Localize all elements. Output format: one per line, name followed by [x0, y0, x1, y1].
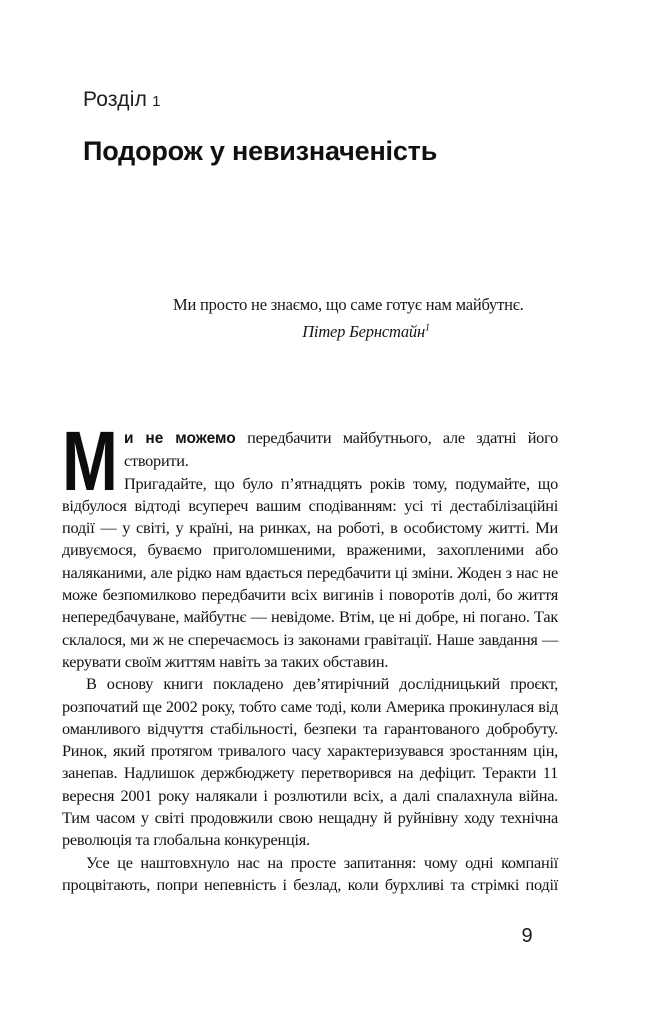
chapter-kicker — [83, 88, 161, 112]
epigraph-quote: Ми просто не знаємо, що саме готує нам майбутнє. — [173, 295, 524, 314]
lead-paragraph — [62, 414, 558, 508]
chapter-kicker-label: Розділ — [83, 88, 148, 111]
lead-rest-text: передбачити майбутнього, але здатні його створити. — [124, 428, 558, 471]
footnote-marker: 1 — [424, 322, 430, 334]
page-number: 9 — [521, 925, 533, 947]
body-paragraph: В основу книги покладено дев’ятирічний дослідницький проєкт, розпочатий ще 2002 року, тобто саме тоді, коли Америка прокинулася від оманливого відчуття стабільності, безпеки та гарантованого добробуту. Ринок, який протягом тривалого часу характеризувався зростанням цін, занепав. Надлишок держбюджету перетворився на дефіцит. Теракти 11 вересня 2001 року налякали і розлютили всіх, а далі спалахнула війна. Тим часом у світі продовжили свою нещадну й руйнівну ходу технічна революція та глобальна конкуренція. — [62, 674, 558, 850]
epigraph — [173, 292, 559, 345]
body-paragraph: Усе це наштовхнуло нас на просте запитання: чому одні компанії процвітають, попри непевність і безлад, коли бурхливі та стрімкі події — [62, 852, 558, 894]
drop-cap: М — [62, 414, 118, 508]
chapter-number: 1 — [152, 93, 161, 110]
body-paragraph: Пригадайте, що було п’ятнадцять років тому, подумайте, що відбулося відтоді всупереч вашим сподіванням: усі ті дестабілізаційні події — у світі, у країні, на ринках, на роботі, в особистому житті. Ми дивуємося, буваємо приголомшеними, враженими, захопленими або наляканими, але рідко нам вдається передбачити ці зміни. Жоден з нас не може безпомилково передбачити всіх вигинів і поворотів долі, бо життя непередбачуване, майбутнє — невідоме. Втім, це ні добре, ні погано. Так склалося, ми ж не сперечаємось із законами гравітації. Наше завдання — керувати своїм життям навіть за таких обставин. — [62, 473, 558, 671]
body-text — [62, 414, 558, 896]
chapter-title: Подорож у невизначеність — [83, 136, 438, 166]
lead-bold-text: и не можемо — [124, 430, 236, 447]
epigraph-author: Пітер Бернстайн — [302, 322, 425, 341]
epigraph-attribution — [173, 319, 559, 345]
